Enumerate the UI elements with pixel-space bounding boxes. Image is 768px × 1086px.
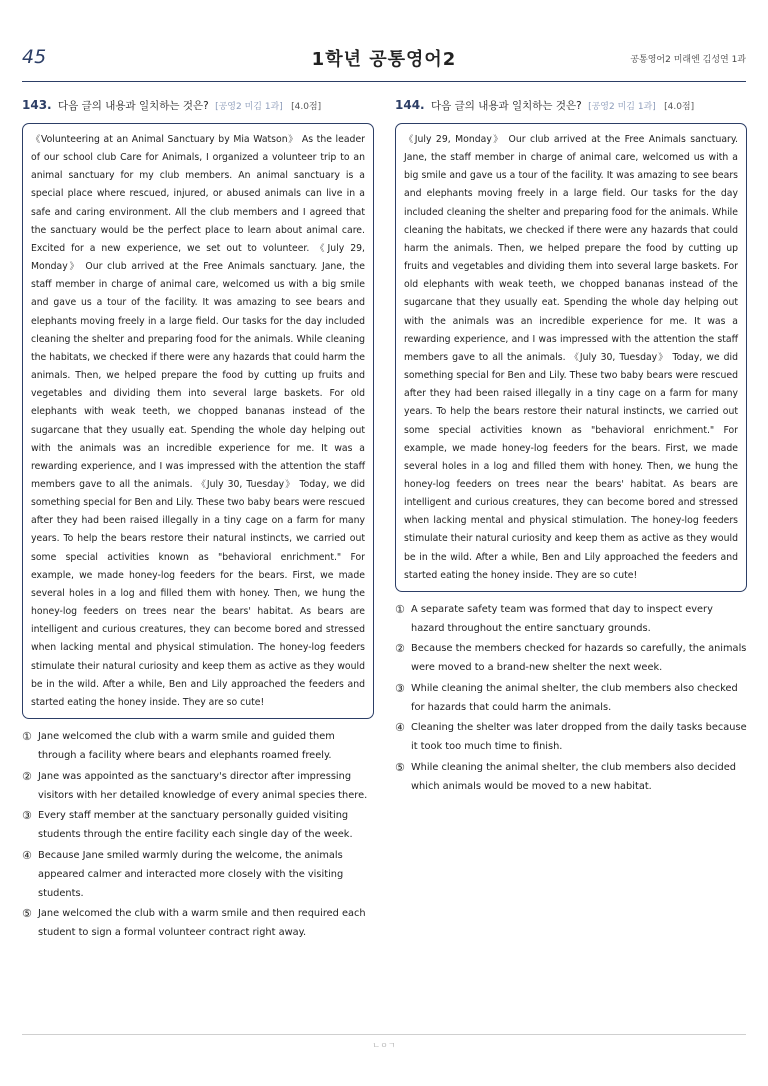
passage-box: 《July 29, Monday》 Our club arrived at the Free Animals sanctuary. Jane, the staff member in charge of animal care, welcomed us with a big smile and gave us a tour of the facility. It was amazing to see bears and elephants moving freely in a large field. Our tasks for the day included cleaning the shelter and preparing food for the animals. While cleaning the habitats, we checked if there were any hazards that could harm the animals. Then, we helped prepare the food by cutting up fruits and vegetables and dividing them into several large baskets. For old elephants with weak teeth, we chopped bananas instead of the sugarcane that they usually eat. Spending the whole day helping out with the animals was an incredible experience for me. It was a rewarding experience, and I was impressed with the attention the staff members gave to all the animals. 《July 30, Tuesday》 Today, we did something special for Ben and Lily. These two baby bears were rescued after they had been raised illegally in a tiny cage on a farm for many years. To help the bears restore their natural instincts, we carried out some special activities known as "behavioral enrichment." For example, we made honey-log feeders for the bears. First, we made several holes in a log and filled them with honey. Then, we hung the honey-log feeders on trees near the bears' habitat. As bears are intelligent and curious creatures, they can become bored and stressed when lacking mental and physical stimulation. The honey-log feeders stimulate their natural curiosity and keep them as active as they would be in the wild. After a while, Ben and Lily approached the feeders and started eating the honey inside. They are so cute! [395, 123, 747, 592]
footer-mark: ㄴㅇㄱ [372, 1041, 396, 1050]
question-header [395, 98, 747, 118]
question-prompt: 다음 글의 내용과 일치하는 것은? [430, 100, 582, 112]
footer-divider [22, 1034, 746, 1035]
option-text: Because the members checked for hazards so carefully, the animals were moved to a brand-new shelter the next week. [411, 643, 747, 674]
option-text: While cleaning the animal shelter, the club members also decided which animals would be moved to a new habitat. [411, 761, 736, 792]
answer-option-1[interactable] [22, 727, 374, 765]
answer-option-4[interactable] [22, 846, 374, 903]
option-marker: ③ [22, 809, 32, 822]
option-text: Cleaning the shelter was later dropped from the daily tasks because it took too much time to finish. [411, 722, 747, 753]
option-text: Jane welcomed the club with a warm smile and then required each student to sign a formal volunteer contract right away. [38, 908, 366, 938]
option-marker: ① [395, 602, 405, 616]
option-text: Every staff member at the sanctuary personally guided visiting students through the entire facility each single day of the week. [38, 810, 353, 840]
option-marker: ④ [395, 721, 405, 735]
option-marker: ⑤ [22, 907, 32, 920]
answer-option-4[interactable] [395, 718, 747, 756]
answer-option-3[interactable] [395, 679, 747, 717]
question-143 [22, 98, 374, 944]
question-source: [공영2 미김 1과] [588, 102, 656, 112]
question-144 [395, 98, 747, 797]
page-subtitle: 공통영어2 미래엔 김성연 1과 [630, 55, 746, 65]
option-marker: ② [395, 642, 405, 656]
option-text: A separate safety team was formed that day to inspect every hazard throughout the entire sanctuary grounds. [411, 603, 713, 634]
option-text: Because Jane smiled warmly during the welcome, the animals appeared calmer and interacted more closely with the visiting students. [38, 849, 344, 899]
page-header [22, 40, 746, 82]
answer-option-5[interactable] [395, 758, 747, 796]
question-points: [4.0점] [664, 102, 695, 112]
option-text: Jane welcomed the club with a warm smile and guided them through a facility where bears and elephants roamed freely. [38, 731, 335, 761]
option-text: Jane was appointed as the sanctuary's director after impressing visitors with her detailed knowledge of every animal species there. [38, 770, 368, 801]
answer-options [22, 727, 374, 942]
answer-option-2[interactable] [22, 767, 374, 805]
option-text: While cleaning the animal shelter, the club members also checked for hazards that could harm the animals. [411, 682, 738, 713]
passage-box: 《Volunteering at an Animal Sanctuary by Mia Watson》 As the leader of our school club Care for Animals, I organized a volunteer trip to an animal sanctuary for my club members. An animal sanctuary is a special place where rescued, injured, or abused animals can live in a safe and caring environment. All the club members and I agreed that the sanctuary would be the perfect place to learn about animal care. Excited for a new experience, we set out to volunteer. 《July 29, Monday》 Our club arrived at the Free Animals sanctuary. Jane, the staff member in charge of animal care, welcomed us with a big smile and gave us a tour of the facility. It was amazing to see bears and elephants moving freely in a large field. Our tasks for the day included cleaning the shelter and preparing food for the animals. While cleaning the habitats, we checked if there were any hazards that could harm the animals. Then, we helped prepare the food by cutting up fruits and vegetables and dividing them into several large baskets. For old elephants with weak teeth, we chopped bananas instead of the sugarcane that they usually eat. Spending the whole day helping out with the animals was an incredible experience for me. It was a rewarding experience, and I was impressed with the attention the staff members gave to all the animals. 《July 30, Tuesday》 Today, we did something special for Ben and Lily. These two baby bears were rescued after they had been raised illegally in a tiny cage on a farm for many years. To help the bears restore their natural instincts, we carried out some special activities known as "behavioral enrichment." For example, we made honey-log feeders for the bears. First, we made several holes in a log and filled them with honey. Then, we hung the honey-log feeders on trees near the bears' habitat. As bears are intelligent and curious creatures, they can become bored and stressed when lacking mental and physical stimulation. The honey-log feeders stimulate their natural curiosity and keep them as active as they would be in the wild. After a while, Ben and Lily approached the feeders and started eating the honey inside. They are so cute! [22, 123, 374, 719]
question-number: 144. [395, 98, 425, 112]
question-source: [공영2 미김 1과] [215, 102, 283, 112]
answer-option-2[interactable] [395, 639, 747, 677]
option-marker: ① [22, 730, 32, 743]
option-marker: ② [22, 769, 32, 783]
answer-option-5[interactable] [22, 904, 374, 942]
option-marker: ③ [395, 681, 405, 695]
answer-option-1[interactable] [395, 600, 747, 638]
answer-options [395, 600, 747, 796]
page-title: 1학년 공통영어2 [311, 49, 457, 70]
page-number: 45 [22, 46, 47, 68]
question-points: [4.0점] [291, 102, 322, 112]
answer-option-3[interactable] [22, 806, 374, 844]
option-marker: ⑤ [395, 760, 405, 774]
question-header [22, 98, 374, 118]
option-marker: ④ [22, 848, 32, 862]
question-number: 143. [22, 98, 52, 112]
question-prompt: 다음 글의 내용과 일치하는 것은? [57, 100, 209, 112]
